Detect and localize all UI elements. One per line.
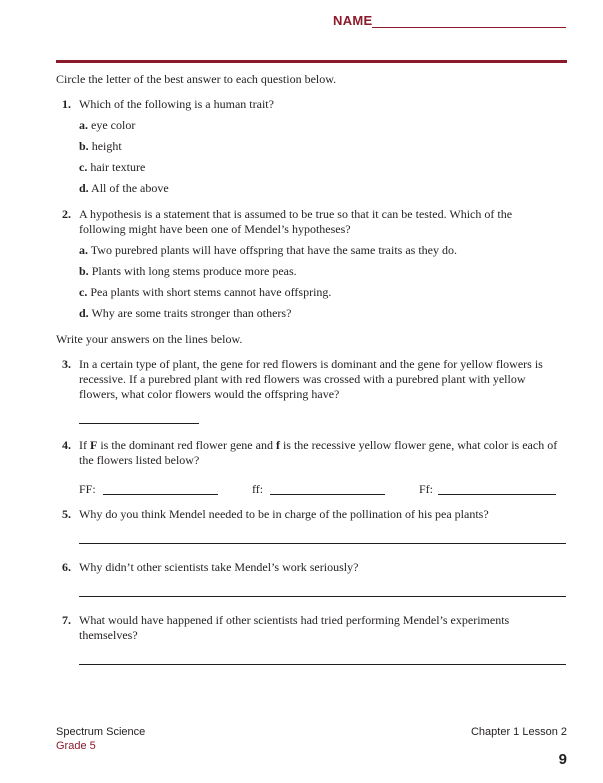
footer-book-title: Spectrum Science (56, 726, 146, 738)
question-4-label-ff: ff: (252, 482, 264, 496)
question-2-text-line-1: A hypothesis is a statement that is assumed to be true so that it can be tested. Which of the (79, 207, 513, 221)
question-4-label-FF: FF: (79, 482, 96, 496)
question-1-option-a[interactable] (79, 118, 135, 133)
option-text: Why are some traits stronger than others? (91, 306, 292, 320)
question-2-number: 2. (62, 207, 71, 221)
option-letter: b. (79, 139, 89, 153)
question-4-answer-line-Ff[interactable] (438, 494, 556, 495)
question-6-number: 6. (62, 560, 71, 574)
option-text: eye color (91, 118, 136, 132)
option-letter: c. (79, 160, 88, 174)
option-letter: d. (79, 306, 89, 320)
option-letter: d. (79, 181, 89, 195)
question-6-text: Why didn’t other scientists take Mendel’s work seriously? (79, 560, 359, 574)
question-5-text: Why do you think Mendel needed to be in charge of the pollination of his pea plants? (79, 507, 489, 521)
question-7-text-line-2: themselves? (79, 628, 138, 642)
question-2-option-d[interactable] (79, 306, 291, 321)
question-1-number: 1. (62, 97, 71, 111)
question-1-option-b[interactable] (79, 139, 122, 154)
question-4-label-Ff: Ff: (419, 482, 434, 496)
option-text: All of the above (91, 181, 169, 195)
footer-grade: Grade 5 (56, 740, 96, 752)
question-3-text-line-2: recessive. If a purebred plant with red flowers was crossed with a purebred plant with yellow (79, 372, 526, 386)
question-5-number: 5. (62, 507, 71, 521)
question-3-text-line-3: flowers, what color flowers would the offspring have? (79, 387, 340, 401)
question-4-text-line-2: the flowers listed below? (79, 453, 200, 467)
question-4-answer-line-ff[interactable] (270, 494, 385, 495)
question-6-answer-line[interactable] (79, 596, 566, 597)
gene-f: f (275, 438, 280, 452)
page-number: 9 (558, 751, 567, 768)
text-run: is the recessive yellow flower gene, what color is each of (279, 438, 558, 452)
question-2-option-b[interactable] (79, 264, 297, 279)
question-1-text: Which of the following is a human trait? (79, 97, 274, 111)
question-3-text-line-1: In a certain type of plant, the gene for red flowers is dominant and the gene for yellow flowers is (79, 357, 543, 371)
question-1-option-d[interactable] (79, 181, 169, 196)
question-2-text-line-2: following might have been one of Mendel’s hypotheses? (79, 222, 351, 236)
option-letter: b. (79, 264, 89, 278)
instructions-written: Write your answers on the lines below. (56, 332, 243, 346)
instructions-multiple-choice: Circle the letter of the best answer to each question below. (56, 72, 337, 86)
question-4-answer-line-FF[interactable] (103, 494, 218, 495)
option-letter: c. (79, 285, 88, 299)
name-write-line[interactable] (372, 27, 566, 28)
text-run: If (79, 438, 90, 452)
question-3-answer-line[interactable] (79, 423, 199, 424)
option-text: height (91, 139, 122, 153)
question-2-option-a[interactable] (79, 243, 457, 258)
question-7-number: 7. (62, 613, 71, 627)
text-run: is the dominant red flower gene and (97, 438, 276, 452)
option-text: Two purebred plants will have offspring that have the same traits as they do. (90, 243, 457, 257)
option-text: Plants with long stems produce more peas. (91, 264, 297, 278)
question-3-number: 3. (62, 357, 71, 371)
question-4-number: 4. (62, 438, 71, 452)
footer-chapter: Chapter 1 Lesson 2 (470, 726, 567, 738)
header-rule (56, 60, 567, 63)
question-7-text-line-1: What would have happened if other scientists had tried performing Mendel’s experiments (79, 613, 510, 627)
question-1-option-c[interactable] (79, 160, 145, 175)
option-text: hair texture (90, 160, 146, 174)
gene-F: F (90, 438, 98, 452)
question-5-answer-line[interactable] (79, 543, 566, 544)
question-7-answer-line[interactable] (79, 664, 566, 665)
option-text: Pea plants with short stems cannot have offspring. (90, 285, 332, 299)
option-letter: a. (79, 243, 88, 257)
name-header (0, 13, 603, 33)
option-letter: a. (79, 118, 88, 132)
name-label: NAME (333, 13, 373, 28)
question-2-option-c[interactable] (79, 285, 331, 300)
question-4-text-line-1 (79, 438, 557, 453)
